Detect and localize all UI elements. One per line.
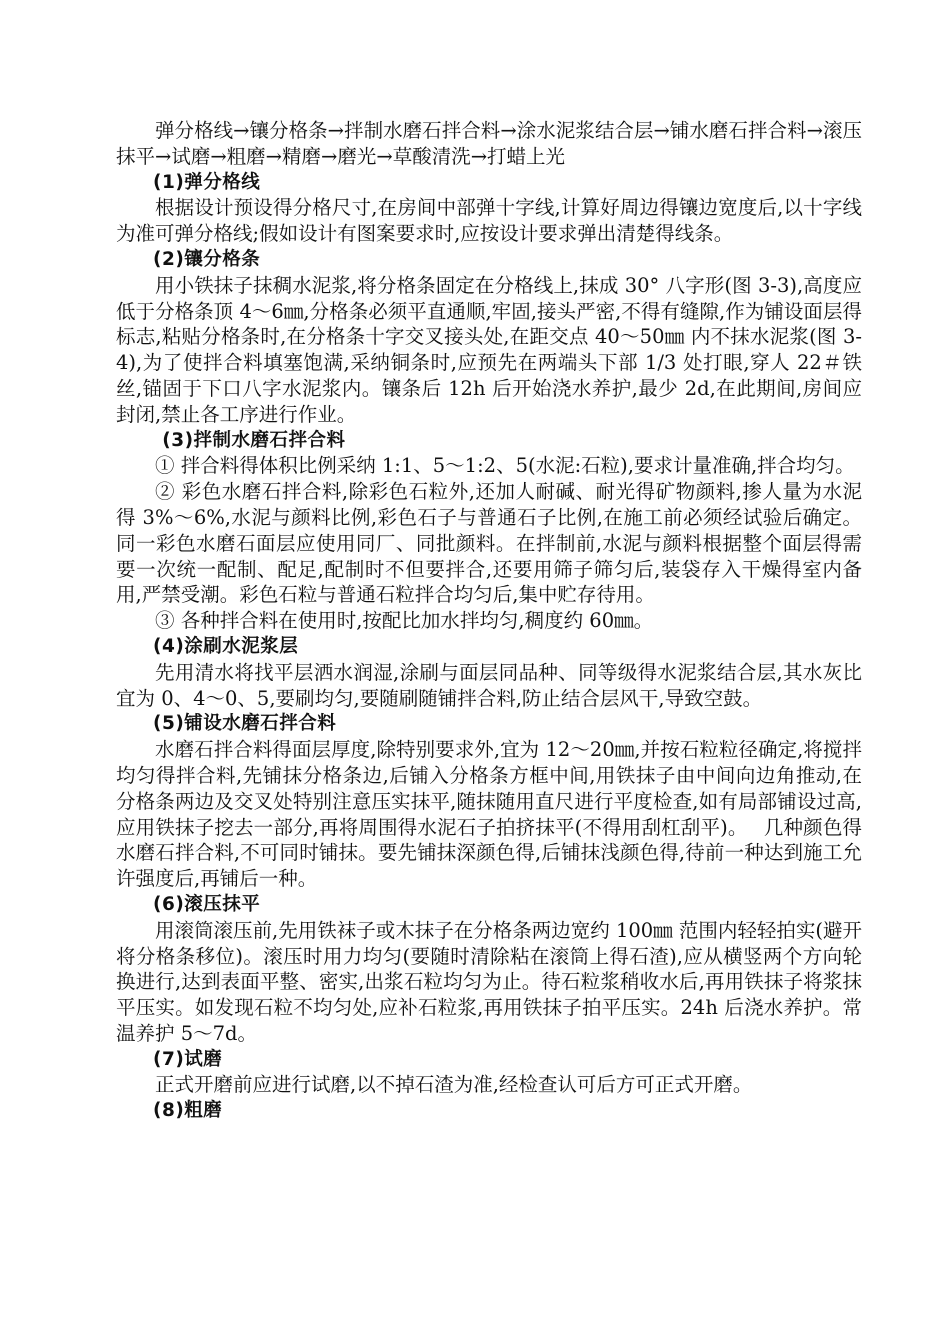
section-paragraph: 用小铁抹子抹稠水泥浆,将分格条固定在分格线上,抹成 30° 八字形(图 3-3),高度应低于分格条顶 4～6㎜,分格条必须平直通顺,牢固,接头严密,不得有缝隙,作为铺设面层得标志,粘贴分格条时,在分格条十字交叉接头处,在距交点 40～50㎜ 内不抹水泥浆(图 3-4),为了使拌合料填塞饱满,采纳铜条时,应预先在两端头下部 1/3 处打眼,穿人 22＃铁丝,锚固于下口八字水泥浆内。镶条后 12h 后开始浇水养护,最少 2d,在此期间,房间应封闭,禁止各工序进行作业。 (116, 273, 862, 426)
document-page (116, 118, 862, 1124)
section-paragraph: 正式开磨前应进行试磨,以不掉石渣为准,经检查认可后方可正式开磨。 (155, 1073, 753, 1097)
section-heading: (2)镶分格条 (153, 248, 261, 270)
section-heading: (8)粗磨 (153, 1100, 223, 1122)
section-paragraph: 先用清水将找平层洒水润湿,涂刷与面层同品种、同等级得水泥浆结合层,其水灰比宜为 0、4～0、5,要刷均匀,要随刷随铺拌合料,防止结合层风干,导致空鼓。 (116, 660, 862, 710)
section-heading: (6)滚压抹平 (153, 893, 261, 915)
section-paragraph: 根据设计预设得分格尺寸,在房间中部弹十字线,计算好周边得镶边宽度后,以十字线为准可弹分格线;假如设计有图案要求时,应按设计要求弹出清楚得线条。 (116, 196, 862, 246)
intro-paragraph: 弹分格线→镶分格条→拌制水磨石拌合料→涂水泥浆结合层→铺水磨石拌合料→滚压抹平→试磨→粗磨→精磨→磨光→草酸清洗→打蜡上光 (116, 119, 862, 168)
section-paragraph: ③ 各种拌合料在使用时,按配比加水拌均匀,稠度约 60㎜。 (155, 609, 654, 633)
section-heading: (5)铺设水磨石拌合料 (153, 713, 337, 735)
section-paragraph: 用滚筒滚压前,先用铁袜子或木抹子在分格条两边宽约 100㎜ 范围内轻轻拍实(避开将分格条移位)。滚压时用力均匀(要随时清除粘在滚筒上得石渣),应从横竖两个方向轮换进行,达到表面平整、密实,出浆石粒均匀为止。待石粒浆稍收水后,再用铁抹子将浆抹平压实。如发现石粒不均匀处,应补石粒浆,再用铁抹子拍平压实。24h 后浇水养护。常温养护 5～7d。 (116, 918, 862, 1045)
section-heading: (1)弹分格线 (153, 171, 261, 193)
section-paragraph: 水磨石拌合料得面层厚度,除特别要求外,宜为 12～20㎜,并按石粒粒径确定,将搅拌均匀得拌合料,先铺抹分格条边,后铺入分格条方框中间,用铁抹子由中间向边角推动,在分格条两边及交叉处特别注意压实抹平,随抹随用直尺进行平度检查,如有局部铺设过高,应用铁抹子挖去一部分,再将周围得水泥石子拍挤抹平(不得用刮杠刮平)。 几种颜色得水磨石拌合料,不可同时铺抹。要先铺抹深颜色得,后铺抹浅颜色得,待前一种达到施工允许强度后,再铺后一种。 (116, 738, 862, 891)
section-heading: (3)拌制水磨石拌合料 (162, 429, 346, 451)
section-heading: (7)试磨 (153, 1048, 223, 1070)
section-paragraph: ② 彩色水磨石拌合料,除彩色石粒外,还加人耐碱、耐光得矿物颜料,掺人量为水泥得 3%～6%,水泥与颜料比例,彩色石子与普通石子比例,在施工前必须经试验后确定。同一彩色水磨石面层应使用同厂、同批颜料。在拌制前,水泥与颜料根据整个面层得需要一次统一配制、配足,配制时不但要拌合,还要用筛子筛匀后,装袋存入干燥得室内备用,严禁受潮。彩色石粒与普通石粒拌合均匀后,集中贮存待用。 (116, 480, 862, 607)
section-heading: (4)涂刷水泥浆层 (153, 635, 299, 657)
section-paragraph: ① 拌合料得体积比例采纳 1:1、5～1:2、5(水泥:石粒),要求计量准确,拌合均匀。 (155, 454, 855, 478)
